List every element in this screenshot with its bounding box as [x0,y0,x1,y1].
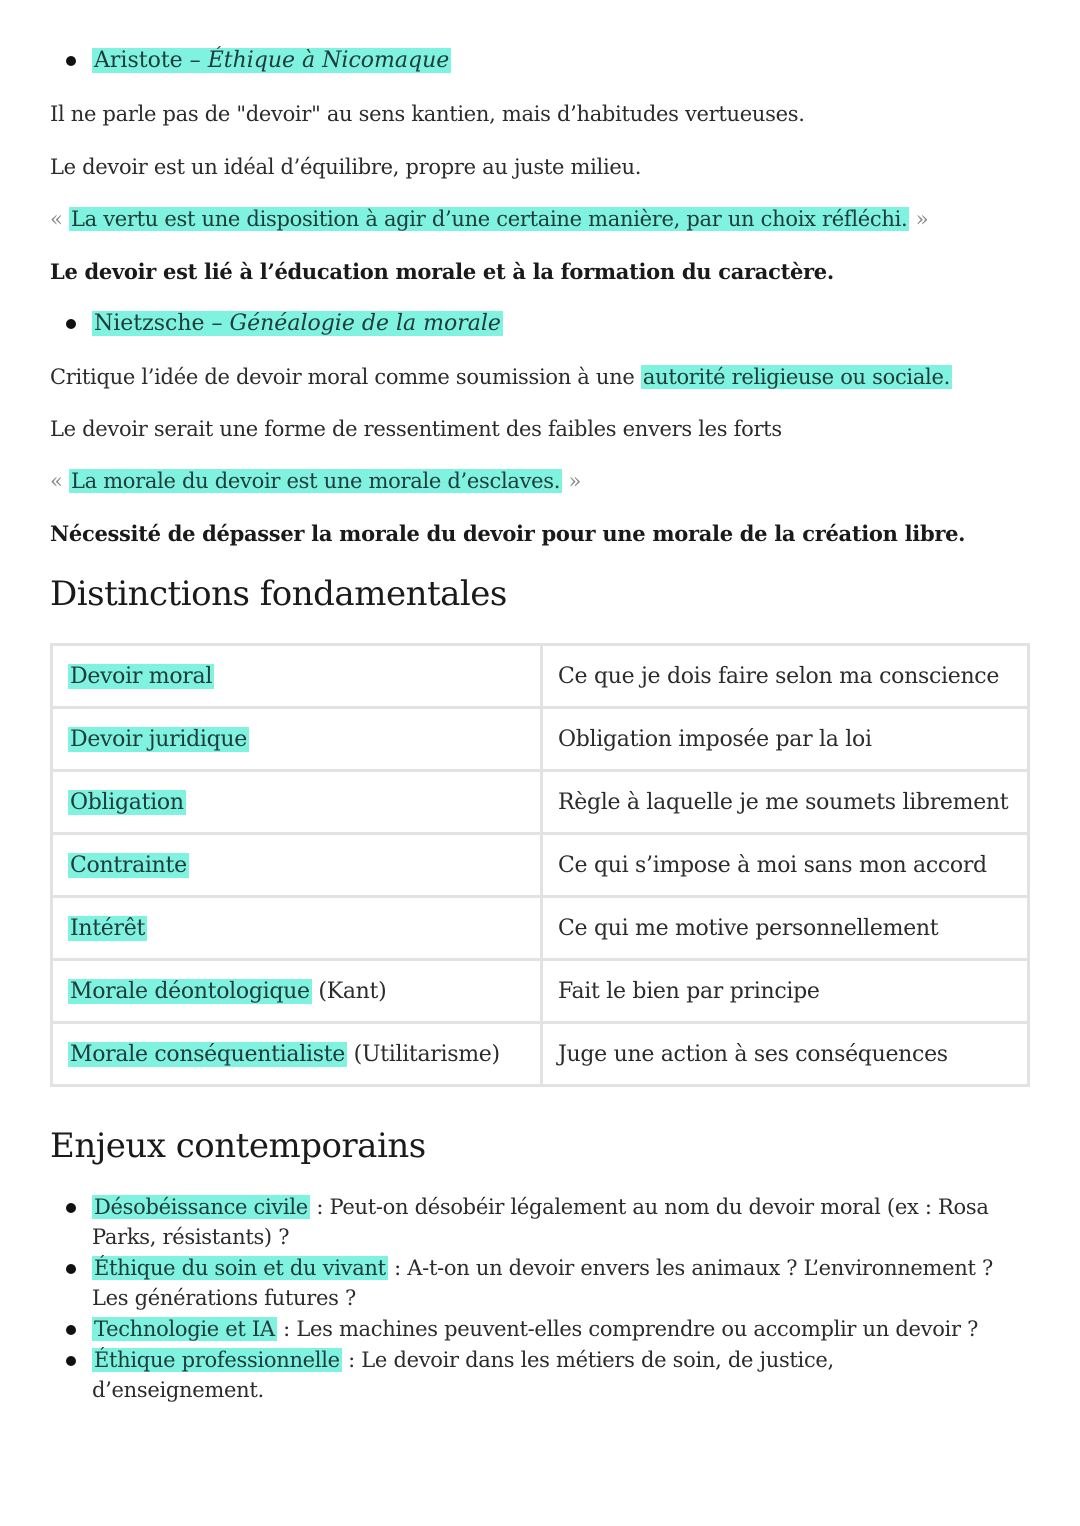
quote-2 [50,469,581,493]
p4-text: Critique l’idée de devoir moral comme soumission à une [50,365,641,389]
distinctions-table [50,643,1030,1087]
nietzsche-ref [92,311,503,336]
quote-text: La vertu est une disposition à agir d’une certaine manière, par un choix réfléchi. [70,207,908,231]
list-item-term: Éthique professionnelle [94,1348,340,1372]
list-item-text [92,1192,1006,1252]
bullet-dot-icon [66,56,76,66]
list-item-text [92,1253,1006,1313]
list-item-description: : Le devoir dans les métiers de soin, de justice, d’enseignement. [92,1348,834,1402]
list-item [66,1253,1006,1313]
list-item [66,1345,1006,1405]
list-item-description: : A-t-on un devoir envers les animaux ? L’environnement ? Les générations futures ? [92,1256,993,1310]
quote-close: » [915,207,929,231]
table-row [52,834,1029,897]
list-item [66,1314,1006,1344]
table-cell-term [52,834,542,897]
table-row [52,708,1029,771]
list-item-description: : Les machines peuvent-elles comprendre ou accomplir un devoir ? [276,1317,979,1341]
list-item-term: Éthique du soin et du vivant [94,1256,386,1280]
table-row [52,960,1029,1023]
paragraph-5: Le devoir serait une forme de ressentiment des faibles envers les forts [50,417,782,441]
table-cell-term [52,897,542,960]
bullet-aristote [66,48,451,73]
quote-open: « [50,207,63,231]
author-name: Aristote [94,48,183,73]
paragraph-6: Nécessité de dépasser la morale du devoir pour une morale de la création libre. [50,521,966,546]
table-cell-definition: Règle à laquelle je me soumets librement [542,771,1029,834]
table-cell-definition: Ce qui s’impose à moi sans mon accord [542,834,1029,897]
term-label: Devoir moral [70,663,213,689]
table-cell-definition: Ce que je dois faire selon ma conscience [542,645,1029,708]
work-title: Éthique à Nicomaque [207,48,450,73]
table-cell-definition: Juge une action à ses conséquences [542,1023,1029,1086]
list-item [66,1192,1006,1252]
table-cell-term [52,708,542,771]
quote-text: La morale du devoir est une morale d’esclaves. [70,469,561,493]
table-row [52,771,1029,834]
table-cell-term [52,960,542,1023]
term-label: Contrainte [70,852,187,878]
paragraph-4 [50,365,952,389]
author-name: Nietzsche [94,311,205,336]
heading-distinctions: Distinctions fondamentales [50,574,507,614]
term-extra: (Utilitarisme) [346,1041,500,1067]
term-extra: (Kant) [311,978,387,1004]
quote-1 [50,207,928,231]
list-item-text [92,1345,1006,1405]
p4-highlight: autorité religieuse ou sociale. [642,365,950,389]
term-label: Intérêt [70,915,145,941]
quote-close: » [568,469,582,493]
table-cell-definition: Ce qui me motive personnellement [542,897,1029,960]
table-row [52,897,1029,960]
table-cell-term [52,1023,542,1086]
work-title: Généalogie de la morale [229,311,501,336]
enjeux-list [66,1192,1006,1406]
paragraph-2: Le devoir est un idéal d’équilibre, propre au juste milieu. [50,155,642,179]
list-item-term: Désobéissance civile [94,1195,308,1219]
paragraph-3: Le devoir est lié à l’éducation morale et à la formation du caractère. [50,259,834,284]
bullet-dot-icon [66,319,76,329]
bullet-dot-icon [66,1203,76,1213]
table-cell-definition: Fait le bien par principe [542,960,1029,1023]
table-cell-term [52,771,542,834]
separator: – [182,48,208,73]
paragraph-1: Il ne parle pas de "devoir" au sens kantien, mais d’habitudes vertueuses. [50,102,805,126]
quote-open: « [50,469,63,493]
table-row [52,1023,1029,1086]
aristote-ref [92,48,451,73]
term-label: Obligation [70,789,184,815]
bullet-nietzsche [66,311,503,336]
list-item-term: Technologie et IA [94,1317,275,1341]
bullet-dot-icon [66,1325,76,1335]
list-item-text [92,1314,978,1344]
table-cell-definition: Obligation imposée par la loi [542,708,1029,771]
heading-enjeux: Enjeux contemporains [50,1126,426,1166]
term-label: Morale déontologique [70,978,310,1004]
table-row [52,645,1029,708]
term-label: Morale conséquentialiste [70,1041,345,1067]
list-item-description: : Peut-on désobéir légalement au nom du devoir moral (ex : Rosa Parks, résistants) ? [92,1195,989,1249]
separator: – [204,311,230,336]
table-cell-term [52,645,542,708]
term-label: Devoir juridique [70,726,248,752]
bullet-dot-icon [66,1356,76,1366]
bullet-dot-icon [66,1264,76,1274]
